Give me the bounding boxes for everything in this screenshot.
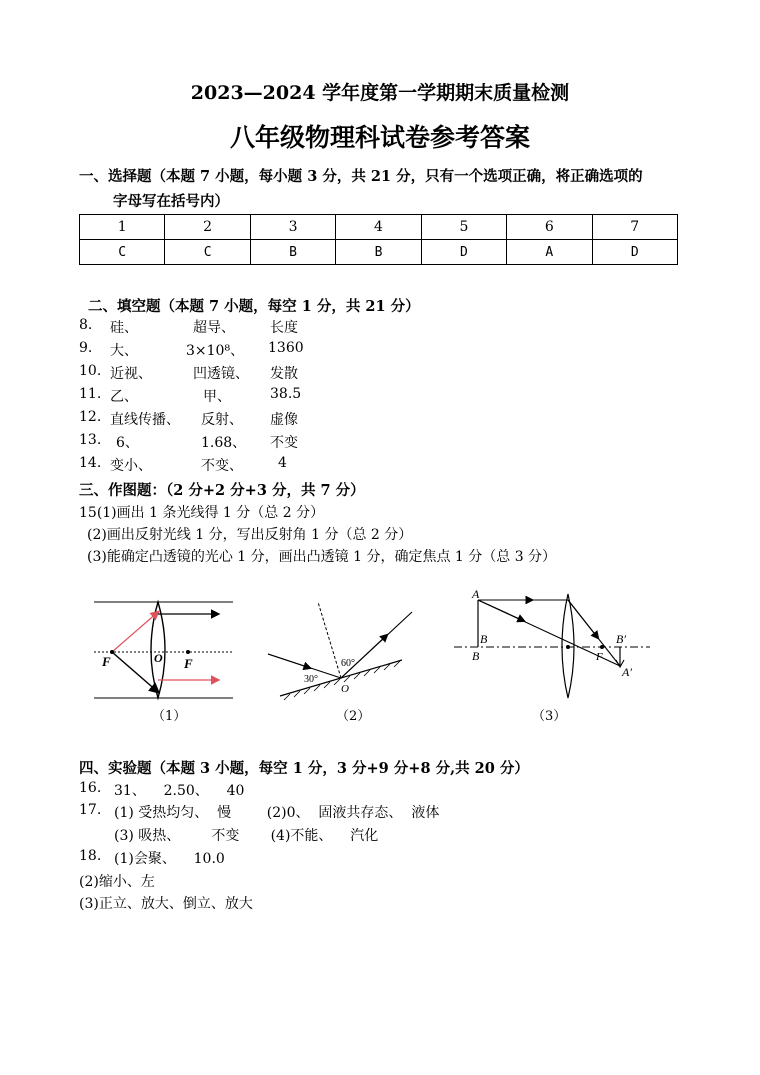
answer-a: 变小、 xyxy=(110,458,152,474)
question-number-row xyxy=(80,215,678,240)
list-item: 8. xyxy=(79,317,93,333)
table-cell: 3 xyxy=(250,215,335,240)
answer-b: 凹透镜、 xyxy=(193,366,249,382)
image-base-label: B′ xyxy=(616,632,626,646)
table-cell: C xyxy=(165,240,250,265)
incident-angle-label: 30° xyxy=(304,674,318,685)
object-base-label: B xyxy=(480,632,488,646)
experiment-answer: 31、 2.50、 40 xyxy=(114,783,245,799)
answer-row xyxy=(80,240,678,265)
answer-a: 大、 xyxy=(110,343,138,359)
list-item: 11. xyxy=(79,386,102,402)
figure-3-caption: （3） xyxy=(532,709,567,724)
object-base-label-2: B xyxy=(472,649,480,663)
table-cell: 4 xyxy=(336,215,421,240)
grading-note-2: (2)画出反射光线 1 分，写出反射角 1 分（总 2 分） xyxy=(87,527,413,543)
grading-note-1: 15(1)画出 1 条光线得 1 分（总 2 分） xyxy=(79,505,325,521)
answer-c: 4 xyxy=(278,455,287,471)
experiment-answer: (3)正立、放大、倒立、放大 xyxy=(79,896,253,912)
figure-1-caption: （1） xyxy=(152,709,187,724)
exam-title: 2023—2024 学年度第一学期期末质量检测 xyxy=(190,82,570,104)
table-cell: D xyxy=(592,240,677,265)
answer-c: 1360 xyxy=(268,340,304,356)
section1-heading-cont: 字母写在括号内） xyxy=(113,193,229,210)
answer-c: 长度 xyxy=(270,320,298,336)
object-top-label: A xyxy=(472,587,480,601)
table-cell: 1 xyxy=(80,215,165,240)
answer-b: 3×10⁸、 xyxy=(186,343,245,359)
table-cell: 6 xyxy=(507,215,592,240)
table-cell: 2 xyxy=(165,215,250,240)
reflection-angle-label: 60° xyxy=(341,658,355,669)
incidence-point-label: O xyxy=(341,683,349,695)
table-cell: D xyxy=(421,240,506,265)
section3-heading: 三、作图题：（2 分+2 分+3 分，共 7 分） xyxy=(79,482,365,499)
section2-heading: 二、填空题（本题 7 小题，每空 1 分，共 21 分） xyxy=(88,298,420,315)
list-item: 16. xyxy=(79,780,102,796)
optical-center-label: O xyxy=(154,651,163,665)
list-item: 9. xyxy=(79,340,93,356)
figure-2-caption: （2） xyxy=(336,709,371,724)
answer-a: 硅、 xyxy=(110,320,138,336)
answer-a: 乙、 xyxy=(110,389,138,405)
focus-label: F xyxy=(596,651,603,663)
lens-diagram-1 xyxy=(88,592,238,702)
image-top-label: A′ xyxy=(622,665,632,679)
table-cell: 5 xyxy=(421,215,506,240)
list-item: 14. xyxy=(79,455,102,471)
section1-heading: 一、选择题（本题 7 小题，每小题 3 分，共 21 分，只有一个选项正确，将正确选项的 xyxy=(79,168,643,185)
answer-c: 虚像 xyxy=(270,412,298,428)
experiment-answer: (1) 受热均匀、 慢 (2)0、 固液共存态、 液体 xyxy=(114,805,440,821)
table-cell: C xyxy=(80,240,165,265)
grading-note-3: (3)能确定凸透镜的光心 1 分，画出凸透镜 1 分，确定焦点 1 分（总 3 分） xyxy=(87,549,557,565)
answer-c: 不变 xyxy=(270,435,298,451)
list-item: 17. xyxy=(79,802,102,818)
section4-heading: 四、实验题（本题 3 小题，每空 1 分，3 分+9 分+8 分,共 20 分） xyxy=(79,760,529,777)
focus-label-right: F xyxy=(184,656,193,671)
table-cell: B xyxy=(336,240,421,265)
table-cell: B xyxy=(250,240,335,265)
answer-a: 近视、 xyxy=(110,366,152,382)
list-item: 12. xyxy=(79,409,102,425)
answer-b: 甲、 xyxy=(203,389,231,405)
answer-a: 6、 xyxy=(116,435,139,451)
table-cell: A xyxy=(507,240,592,265)
list-item: 10. xyxy=(79,363,102,379)
answer-b: 不变、 xyxy=(201,458,243,474)
reflection-diagram-2 xyxy=(262,596,422,702)
choice-answer-table xyxy=(79,214,678,265)
answer-b: 1.68、 xyxy=(201,435,247,451)
answer-c: 发散 xyxy=(270,366,298,382)
experiment-answer: (3) 吸热、 不变 (4)不能、 汽化 xyxy=(114,828,379,844)
answer-key-title: 八年级物理科试卷参考答案 xyxy=(229,123,530,152)
experiment-answer: (2)缩小、左 xyxy=(79,874,155,890)
answer-a: 直线传播、 xyxy=(110,412,180,428)
list-item: 18. xyxy=(79,848,102,864)
imaging-diagram-3 xyxy=(452,586,652,702)
table-cell: 7 xyxy=(592,215,677,240)
answer-b: 超导、 xyxy=(193,320,235,336)
answer-c: 38.5 xyxy=(270,386,302,402)
list-item: 13. xyxy=(79,432,102,448)
experiment-answer: (1)会聚、 10.0 xyxy=(114,851,225,867)
focus-label-left: F xyxy=(102,654,111,669)
answer-b: 反射、 xyxy=(201,412,243,428)
